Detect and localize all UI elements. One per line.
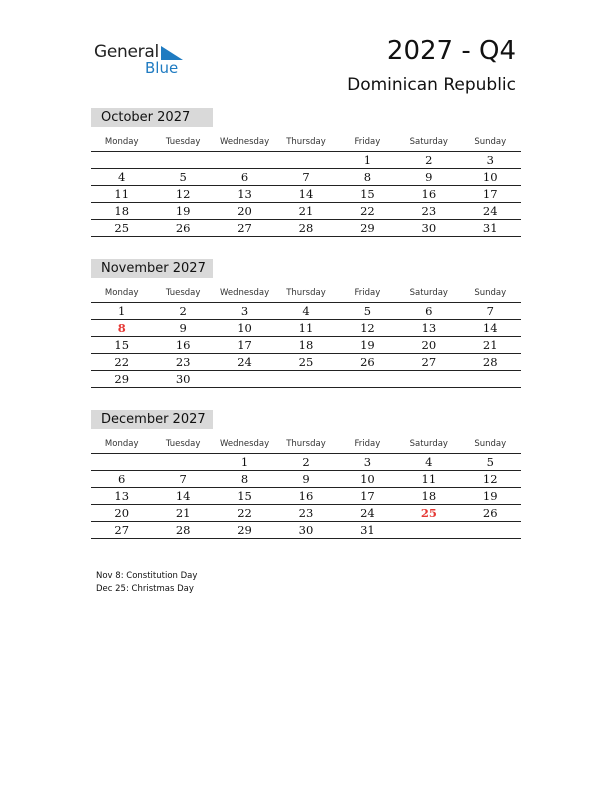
day-cell: 17 — [482, 187, 498, 201]
day-cell: 5 — [486, 455, 494, 469]
week-row — [91, 152, 521, 169]
weekday-header-row — [91, 436, 521, 454]
day-cell: 15 — [114, 338, 130, 352]
day-cell: 6 — [118, 472, 126, 486]
weekday-label: Saturday — [409, 439, 448, 449]
week-row — [91, 471, 521, 488]
week-row — [91, 505, 521, 522]
weekday-label: Saturday — [409, 137, 448, 147]
day-cell: 27 — [237, 221, 252, 235]
day-cell: 6 — [240, 170, 249, 184]
day-cell: 24 — [360, 506, 375, 520]
weekday-label: Monday — [104, 137, 139, 147]
day-cell: 28 — [175, 523, 191, 537]
day-cell: 8 — [363, 170, 372, 184]
day-cell: 29 — [360, 221, 375, 235]
day-cell: 23 — [421, 204, 437, 218]
day-cell — [337, 371, 398, 387]
month-title: October 2027 — [91, 108, 213, 127]
day-cell: 1 — [363, 153, 372, 167]
week-row — [91, 169, 521, 186]
day-cell: 7 — [179, 472, 187, 486]
day-cell: 29 — [237, 523, 252, 537]
day-cell: 14 — [482, 321, 498, 335]
day-cell: 31 — [482, 221, 498, 235]
country-name: Dominican Republic — [347, 75, 516, 95]
day-cell: 30 — [421, 221, 437, 235]
day-cell: 24 — [237, 355, 252, 369]
week-row — [91, 354, 521, 371]
day-cell: 4 — [302, 304, 310, 318]
day-cell: 15 — [360, 187, 375, 201]
day-cell: 16 — [298, 489, 314, 503]
week-row — [91, 186, 521, 203]
month-calendar — [91, 410, 521, 539]
week-row — [91, 522, 521, 539]
day-cell: 15 — [237, 489, 252, 503]
week-row — [91, 203, 521, 220]
weekday-label: Friday — [354, 439, 381, 449]
weekday-label: Sunday — [474, 288, 507, 298]
day-cell: 19 — [360, 338, 375, 352]
holiday-note: Nov 8: Constitution Day — [96, 571, 198, 581]
day-cell — [275, 371, 336, 387]
day-cell: 11 — [298, 321, 314, 335]
day-cell: 11 — [421, 472, 437, 486]
day-cell: 13 — [114, 489, 130, 503]
day-cell: 27 — [114, 523, 130, 537]
weekday-label: Sunday — [474, 439, 507, 449]
page-title: 2027 - Q4 — [386, 36, 516, 66]
weekday-label: Wednesday — [219, 288, 270, 298]
day-cell: 27 — [421, 355, 437, 369]
day-cell: 12 — [482, 472, 498, 486]
day-cell: 25 — [298, 355, 314, 369]
day-cell — [91, 454, 152, 470]
week-row — [91, 371, 521, 388]
day-cell: 4 — [118, 170, 126, 184]
day-cell — [460, 522, 521, 538]
weekday-label: Monday — [104, 439, 139, 449]
logo-triangle-icon — [161, 46, 183, 60]
day-cell: 11 — [114, 187, 130, 201]
day-cell: 6 — [425, 304, 433, 318]
day-cell — [214, 371, 275, 387]
general-blue-logo — [94, 40, 194, 80]
day-cell: 8 — [240, 472, 249, 486]
day-cell: 22 — [237, 506, 252, 520]
holiday-note: Dec 25: Christmas Day — [96, 584, 194, 594]
day-cell: 9 — [302, 472, 310, 486]
day-cell: 18 — [298, 338, 314, 352]
day-cell: 5 — [179, 170, 187, 184]
day-cell: 20 — [421, 338, 437, 352]
day-cell: 20 — [114, 506, 130, 520]
weekday-header-row — [91, 285, 521, 303]
holiday-notes — [96, 570, 197, 596]
day-cell: 2 — [302, 455, 310, 469]
weekday-label: Saturday — [409, 288, 448, 298]
day-cell: 4 — [425, 455, 433, 469]
week-row — [91, 454, 521, 471]
month-calendar — [91, 108, 521, 237]
day-cell: 5 — [363, 304, 372, 318]
day-cell: 14 — [298, 187, 314, 201]
day-cell: 2 — [425, 153, 433, 167]
week-row — [91, 337, 521, 354]
day-cell: 9 — [179, 321, 187, 335]
logo-blue-text: Blue — [145, 59, 179, 77]
weekday-label: Tuesday — [165, 439, 201, 449]
day-cell: 2 — [179, 304, 187, 318]
day-cell: 23 — [175, 355, 191, 369]
weekday-label: Tuesday — [165, 288, 201, 298]
weekday-label: Sunday — [474, 137, 507, 147]
day-cell — [398, 522, 459, 538]
weekday-header-row — [91, 134, 521, 152]
day-cell: 10 — [482, 170, 498, 184]
day-cell: 17 — [237, 338, 252, 352]
day-cell: 7 — [302, 170, 310, 184]
week-row — [91, 488, 521, 505]
weekday-label: Thursday — [286, 288, 326, 298]
day-cell: 26 — [175, 221, 191, 235]
holiday-day-cell: 25 — [420, 506, 437, 520]
day-cell: 3 — [486, 153, 494, 167]
weekday-label: Wednesday — [219, 439, 270, 449]
day-cell: 23 — [298, 506, 314, 520]
week-row — [91, 220, 521, 237]
day-cell: 18 — [421, 489, 437, 503]
weekday-label: Monday — [104, 288, 139, 298]
day-cell: 13 — [237, 187, 252, 201]
day-cell: 7 — [486, 304, 494, 318]
day-cell: 21 — [298, 204, 314, 218]
day-cell — [91, 152, 152, 168]
month-title: November 2027 — [91, 259, 213, 278]
day-cell: 18 — [114, 204, 130, 218]
day-cell: 20 — [237, 204, 252, 218]
day-cell: 3 — [240, 304, 249, 318]
day-cell: 13 — [421, 321, 437, 335]
week-row — [91, 320, 521, 337]
day-cell: 21 — [482, 338, 498, 352]
month-title: December 2027 — [91, 410, 213, 429]
logo-general-text: General — [94, 42, 159, 62]
day-cell: 22 — [114, 355, 130, 369]
weekday-label: Wednesday — [219, 137, 270, 147]
day-cell: 25 — [114, 221, 130, 235]
day-cell: 17 — [360, 489, 375, 503]
day-cell — [275, 152, 336, 168]
weekday-label: Friday — [354, 137, 381, 147]
day-cell — [214, 152, 275, 168]
weekday-label: Thursday — [286, 137, 326, 147]
day-cell: 9 — [425, 170, 433, 184]
month-calendar — [91, 259, 521, 388]
day-cell: 1 — [240, 455, 249, 469]
weekday-label: Thursday — [286, 439, 326, 449]
day-cell: 10 — [360, 472, 375, 486]
day-cell: 12 — [175, 187, 191, 201]
day-cell: 28 — [298, 221, 314, 235]
day-cell: 19 — [482, 489, 498, 503]
day-cell — [460, 371, 521, 387]
day-cell: 29 — [114, 372, 130, 386]
day-cell: 30 — [175, 372, 191, 386]
day-cell: 3 — [363, 455, 372, 469]
day-cell: 28 — [482, 355, 498, 369]
day-cell: 21 — [175, 506, 191, 520]
week-row — [91, 303, 521, 320]
holiday-day-cell: 8 — [117, 321, 126, 335]
day-cell: 24 — [482, 204, 498, 218]
day-cell: 10 — [237, 321, 252, 335]
day-cell — [398, 371, 459, 387]
day-cell: 26 — [482, 506, 498, 520]
day-cell: 22 — [360, 204, 375, 218]
day-cell: 31 — [360, 523, 375, 537]
weekday-label: Friday — [354, 288, 381, 298]
day-cell: 30 — [298, 523, 314, 537]
day-cell — [152, 454, 213, 470]
day-cell: 16 — [421, 187, 437, 201]
day-cell: 1 — [118, 304, 126, 318]
weekday-label: Tuesday — [165, 137, 201, 147]
day-cell: 19 — [175, 204, 191, 218]
day-cell: 12 — [360, 321, 375, 335]
day-cell: 16 — [175, 338, 191, 352]
day-cell — [152, 152, 213, 168]
day-cell: 26 — [360, 355, 375, 369]
day-cell: 14 — [175, 489, 191, 503]
